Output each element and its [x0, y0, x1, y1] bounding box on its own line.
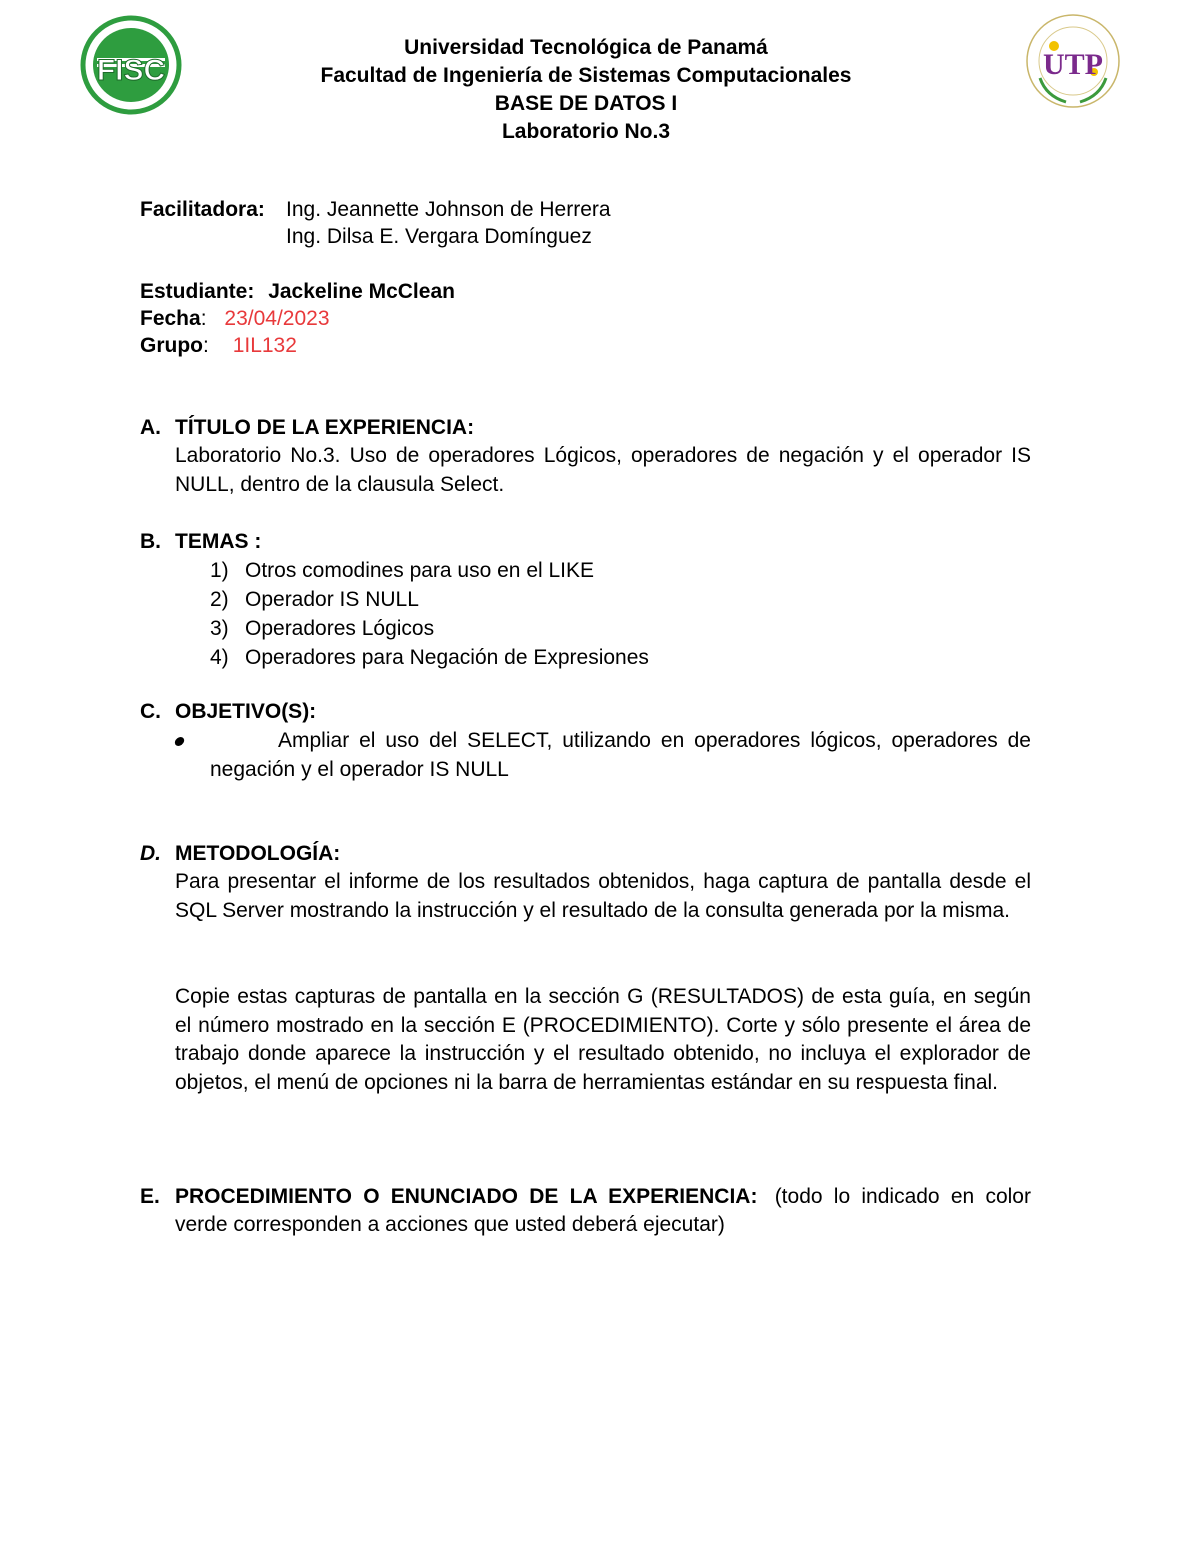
section-d-heading	[140, 840, 340, 868]
section-c-heading	[140, 698, 316, 726]
fisc-logo	[80, 14, 182, 116]
group-colon: :	[203, 334, 209, 357]
utp-logo	[1024, 12, 1122, 110]
section-d-paragraph-1: Para presentar el informe de los resultados obtenidos, haga captura de pantalla desde el SQL Server mostrando la instrucción y el resultado de la consulta generada por la misma.	[175, 870, 1031, 922]
list-item: 1) Otros comodines para uso en el LIKE	[210, 559, 595, 582]
objective-text: Ampliar el uso del SELECT, utilizando en operadores lógicos, operadores de negación y el operador IS NULL	[210, 729, 1031, 781]
student-label: Estudiante:	[140, 280, 255, 303]
university-name: Universidad Tecnológica de Panamá	[404, 36, 768, 59]
section-e-heading	[140, 1183, 1031, 1239]
document-header	[200, 34, 972, 146]
section-a-heading	[140, 414, 474, 442]
student-row	[140, 278, 455, 305]
section-b-heading	[140, 528, 261, 556]
facilitator-row	[140, 196, 265, 223]
lab-title: Laboratorio No.3	[501, 120, 670, 143]
section-a-letter: A.	[140, 416, 161, 439]
group-row	[140, 332, 297, 359]
date-row	[140, 305, 330, 332]
topics-list	[210, 556, 649, 672]
fisc-logo-text: FISC	[96, 54, 166, 87]
section-e-letter: E.	[140, 1185, 160, 1208]
list-item: 2) Operador IS NULL	[210, 588, 419, 611]
group-label: Grupo	[140, 334, 203, 357]
list-item: 4) Operadores para Negación de Expresiones	[210, 646, 649, 669]
section-e-note: (todo lo indicado en color verde corresponden a acciones que usted deberá ejecutar)	[175, 1185, 1031, 1236]
list-item: 3) Operadores Lógicos	[210, 617, 435, 640]
date-colon: :	[200, 307, 207, 330]
section-a-title: TÍTULO DE LA EXPERIENCIA:	[175, 416, 475, 439]
utp-logo-text: UTP	[1043, 48, 1103, 81]
date-value: 23/04/2023	[224, 307, 330, 330]
section-a-body: Laboratorio No.3. Uso de operadores Lógicos, operadores de negación y el operador IS NULL, dentro de la clausula Select.	[175, 444, 1031, 496]
section-c-letter: C.	[140, 700, 161, 723]
section-e-title: PROCEDIMIENTO O ENUNCIADO DE LA EXPERIENCIA:	[175, 1185, 758, 1208]
bullet-icon	[174, 737, 185, 746]
facilitator-1: Ing. Jeannette Johnson de Herrera	[286, 198, 611, 221]
section-d-letter: D.	[140, 842, 161, 865]
student-name: Jackeline McClean	[268, 280, 455, 303]
section-c-title: OBJETIVO(S):	[175, 700, 317, 723]
course-name: BASE DE DATOS I	[494, 92, 678, 115]
section-d-paragraph-2: Copie estas capturas de pantalla en la sección G (RESULTADOS) de esta guía, en según el número mostrado en la sección E (PROCEDIMIENTO). Corte y sólo presente el área de trabajo donde aparece la instrucción y el resultado obtenido, no incluya el explorador de objetos, el menú de opciones ni la barra de herramientas estándar en su respuesta final.	[175, 985, 1031, 1094]
section-d-title: METODOLOGÍA:	[175, 842, 341, 865]
date-label: Fecha	[140, 307, 201, 330]
facilitator-label: Facilitadora:	[140, 198, 265, 221]
section-b-title: TEMAS :	[175, 530, 262, 553]
faculty-name: Facultad de Ingeniería de Sistemas Computacionales	[320, 64, 852, 87]
section-b-letter: B.	[140, 530, 161, 553]
facilitator-2: Ing. Dilsa E. Vergara Domínguez	[286, 225, 592, 248]
group-value: 1IL132	[232, 334, 297, 357]
